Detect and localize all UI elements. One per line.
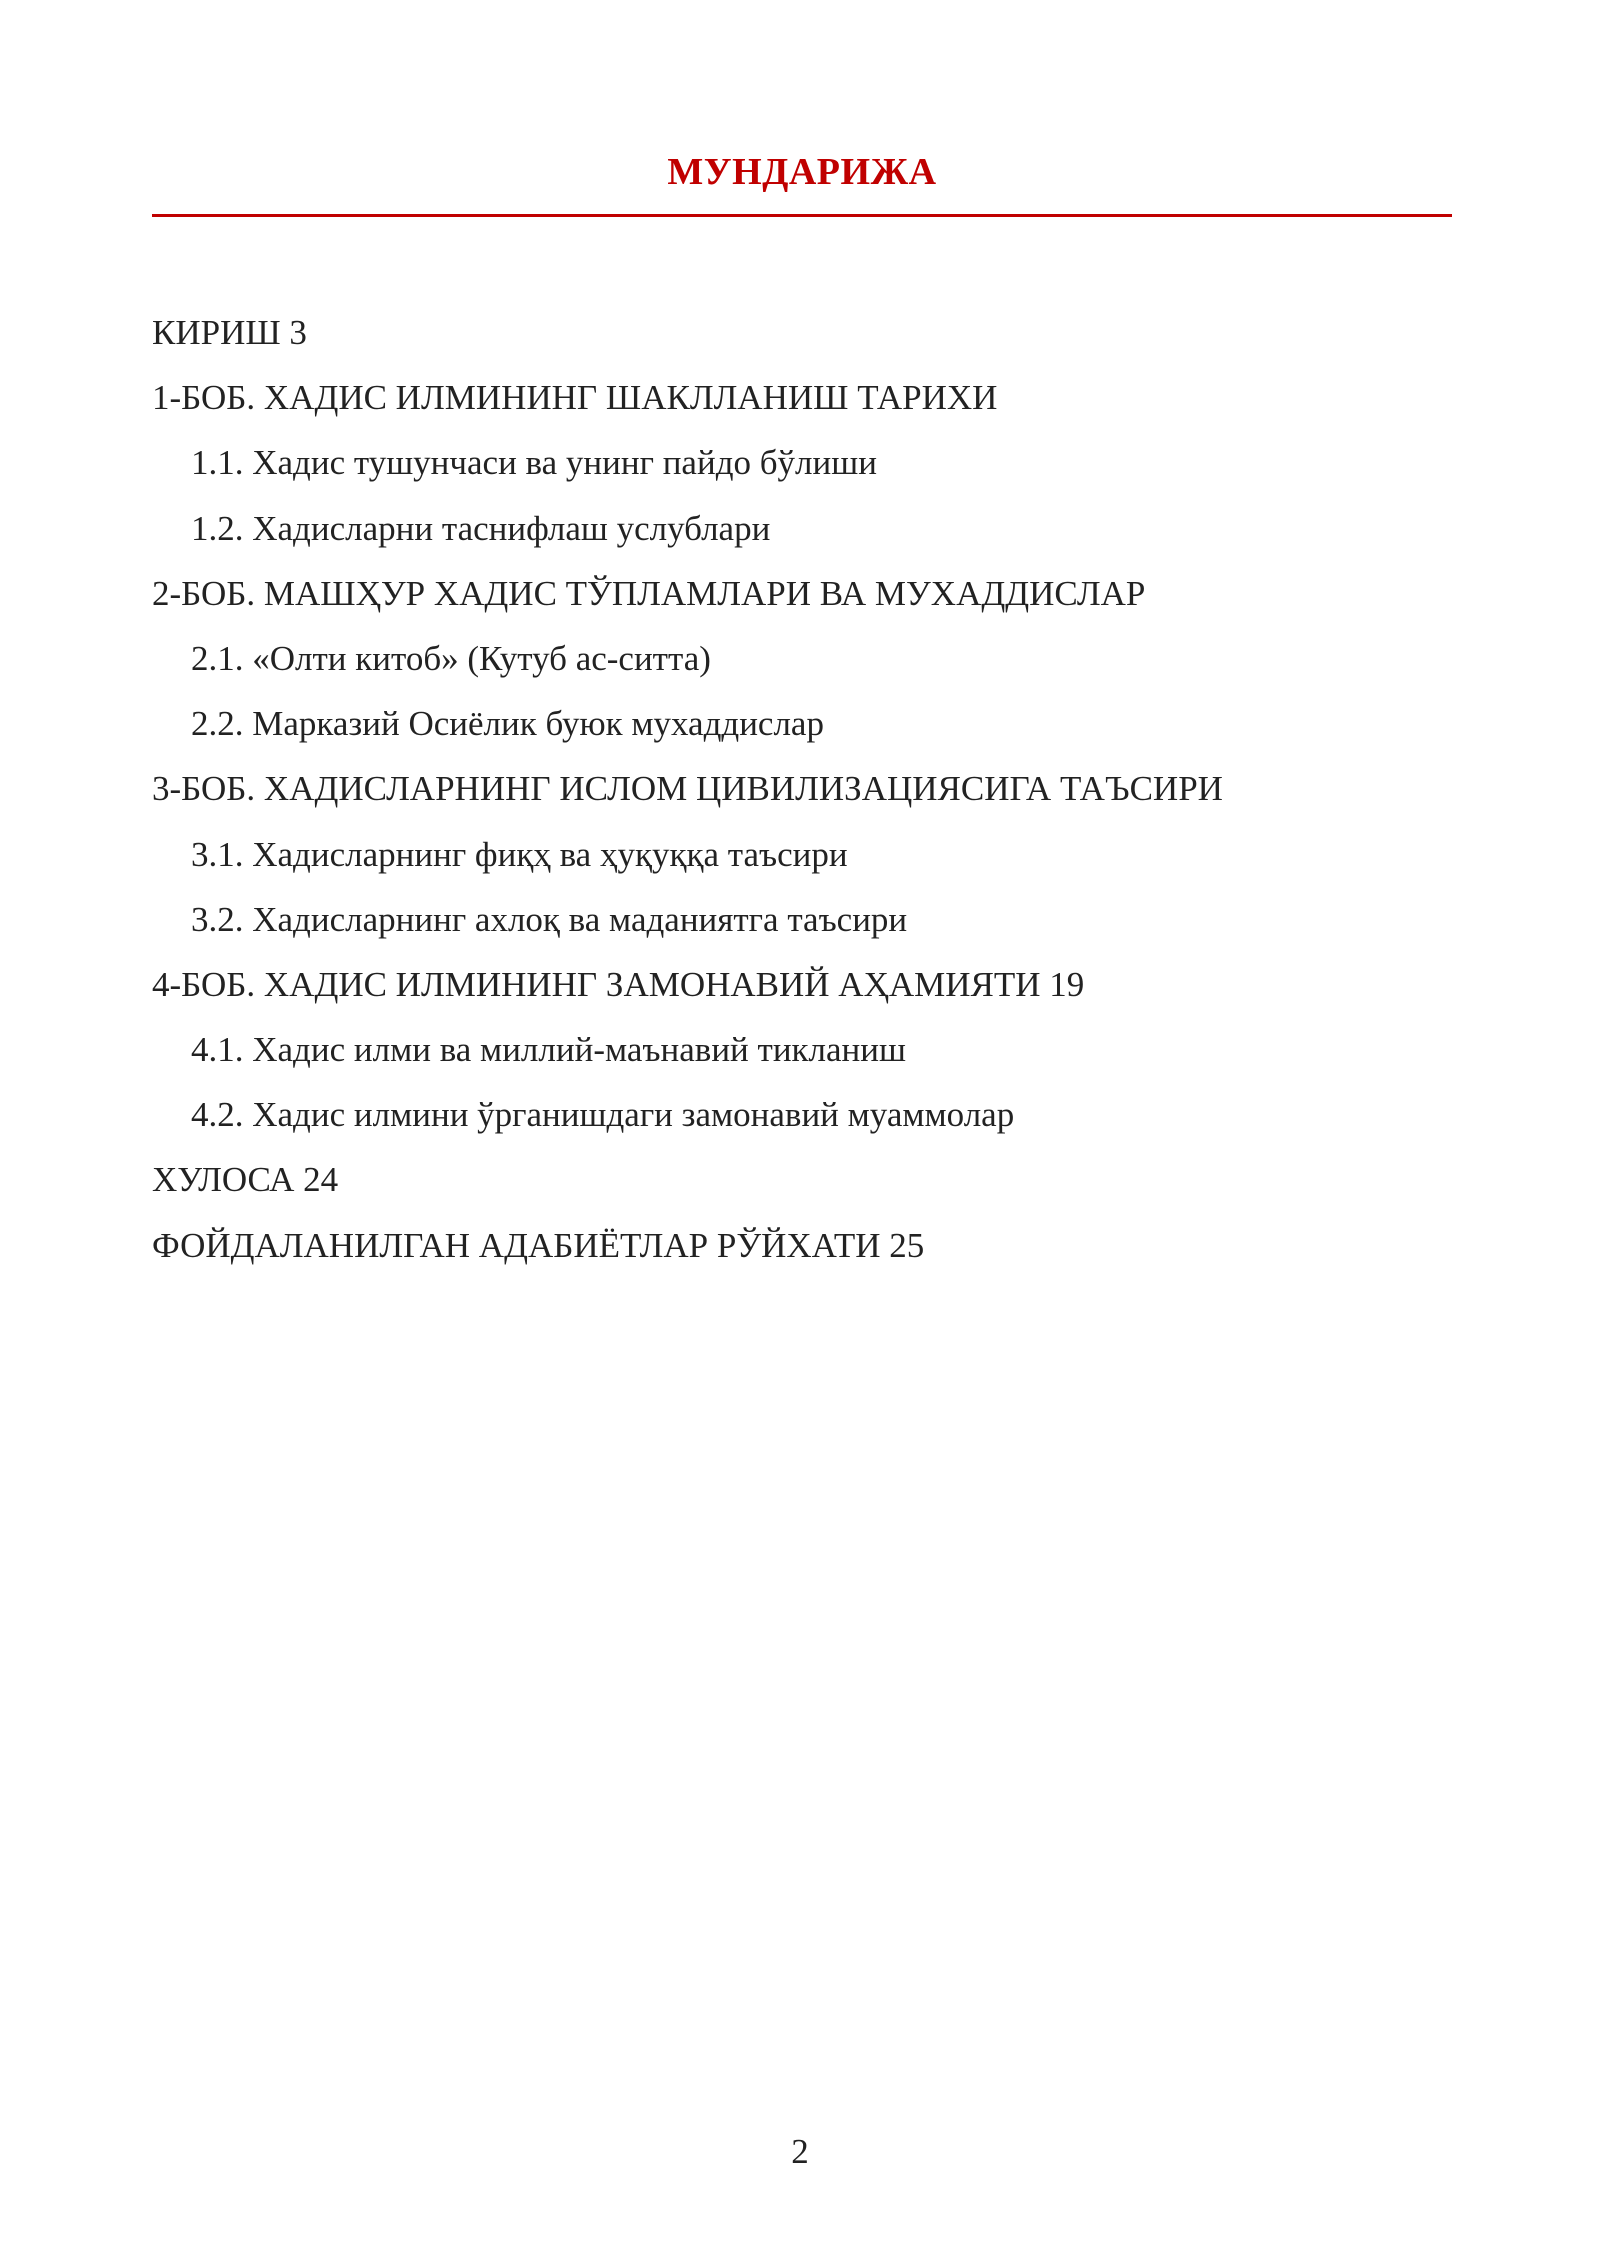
toc-entry-introduction: КИРИШ 3: [152, 313, 307, 352]
page-number: 2: [791, 2132, 809, 2171]
toc-entry-conclusion: ХУЛОСА 24: [152, 1160, 339, 1200]
toc-entry-section-1-1: 1.1. Хадис тушунчаси ва унинг пайдо бўлиши: [191, 443, 877, 483]
toc-entry-section-3-1: 3.1. Хадисларнинг фиқҳ ва ҳуқуққа таъсири: [191, 834, 848, 874]
toc-entry-section-4-1: 4.1. Хадис илми ва миллий-маънавий тикланиш: [191, 1030, 906, 1070]
toc-entry-section-1-2: 1.2. Хадисларни таснифлаш услублари: [191, 508, 771, 548]
toc-entry-section-2-1: 2.1. «Олти китоб» (Кутуб ас-ситта): [191, 638, 711, 678]
toc-entry-chapter-3: 3-БОБ. ХАДИСЛАРНИНГ ИСЛОМ ЦИВИЛИЗАЦИЯСИГА ТАЪСИРИ: [152, 769, 1223, 809]
toc-entry-chapter-2: 2-БОБ. МАШҲУР ХАДИС ТЎПЛАМЛАРИ ВА МУХАДДИСЛАР: [152, 573, 1146, 613]
toc-entry-section-3-2: 3.2. Хадисларнинг ахлоқ ва маданиятга таъсири: [191, 899, 908, 939]
title-underline: [152, 214, 1452, 217]
toc-entry-references: ФОЙДАЛАНИЛГАН АДАБИЁТЛАР РЎЙХАТИ 25: [152, 1225, 925, 1265]
toc-entry-chapter-1: 1-БОБ. ХАДИС ИЛМИНИНГ ШАКЛЛАНИШ ТАРИХИ: [152, 378, 998, 418]
page-title: МУНДАРИЖА: [667, 151, 937, 193]
table-of-contents: [152, 300, 1452, 1278]
toc-entry-chapter-4: 4-БОБ. ХАДИС ИЛМИНИНГ ЗАМОНАВИЙ АҲАМИЯТИ 19: [152, 964, 1085, 1004]
toc-entry-section-2-2: 2.2. Марказий Осиёлик буюк мухаддислар: [191, 704, 824, 744]
toc-entry-section-4-2: 4.2. Хадис илмини ўрганишдаги замонавий муаммолар: [191, 1095, 1015, 1135]
